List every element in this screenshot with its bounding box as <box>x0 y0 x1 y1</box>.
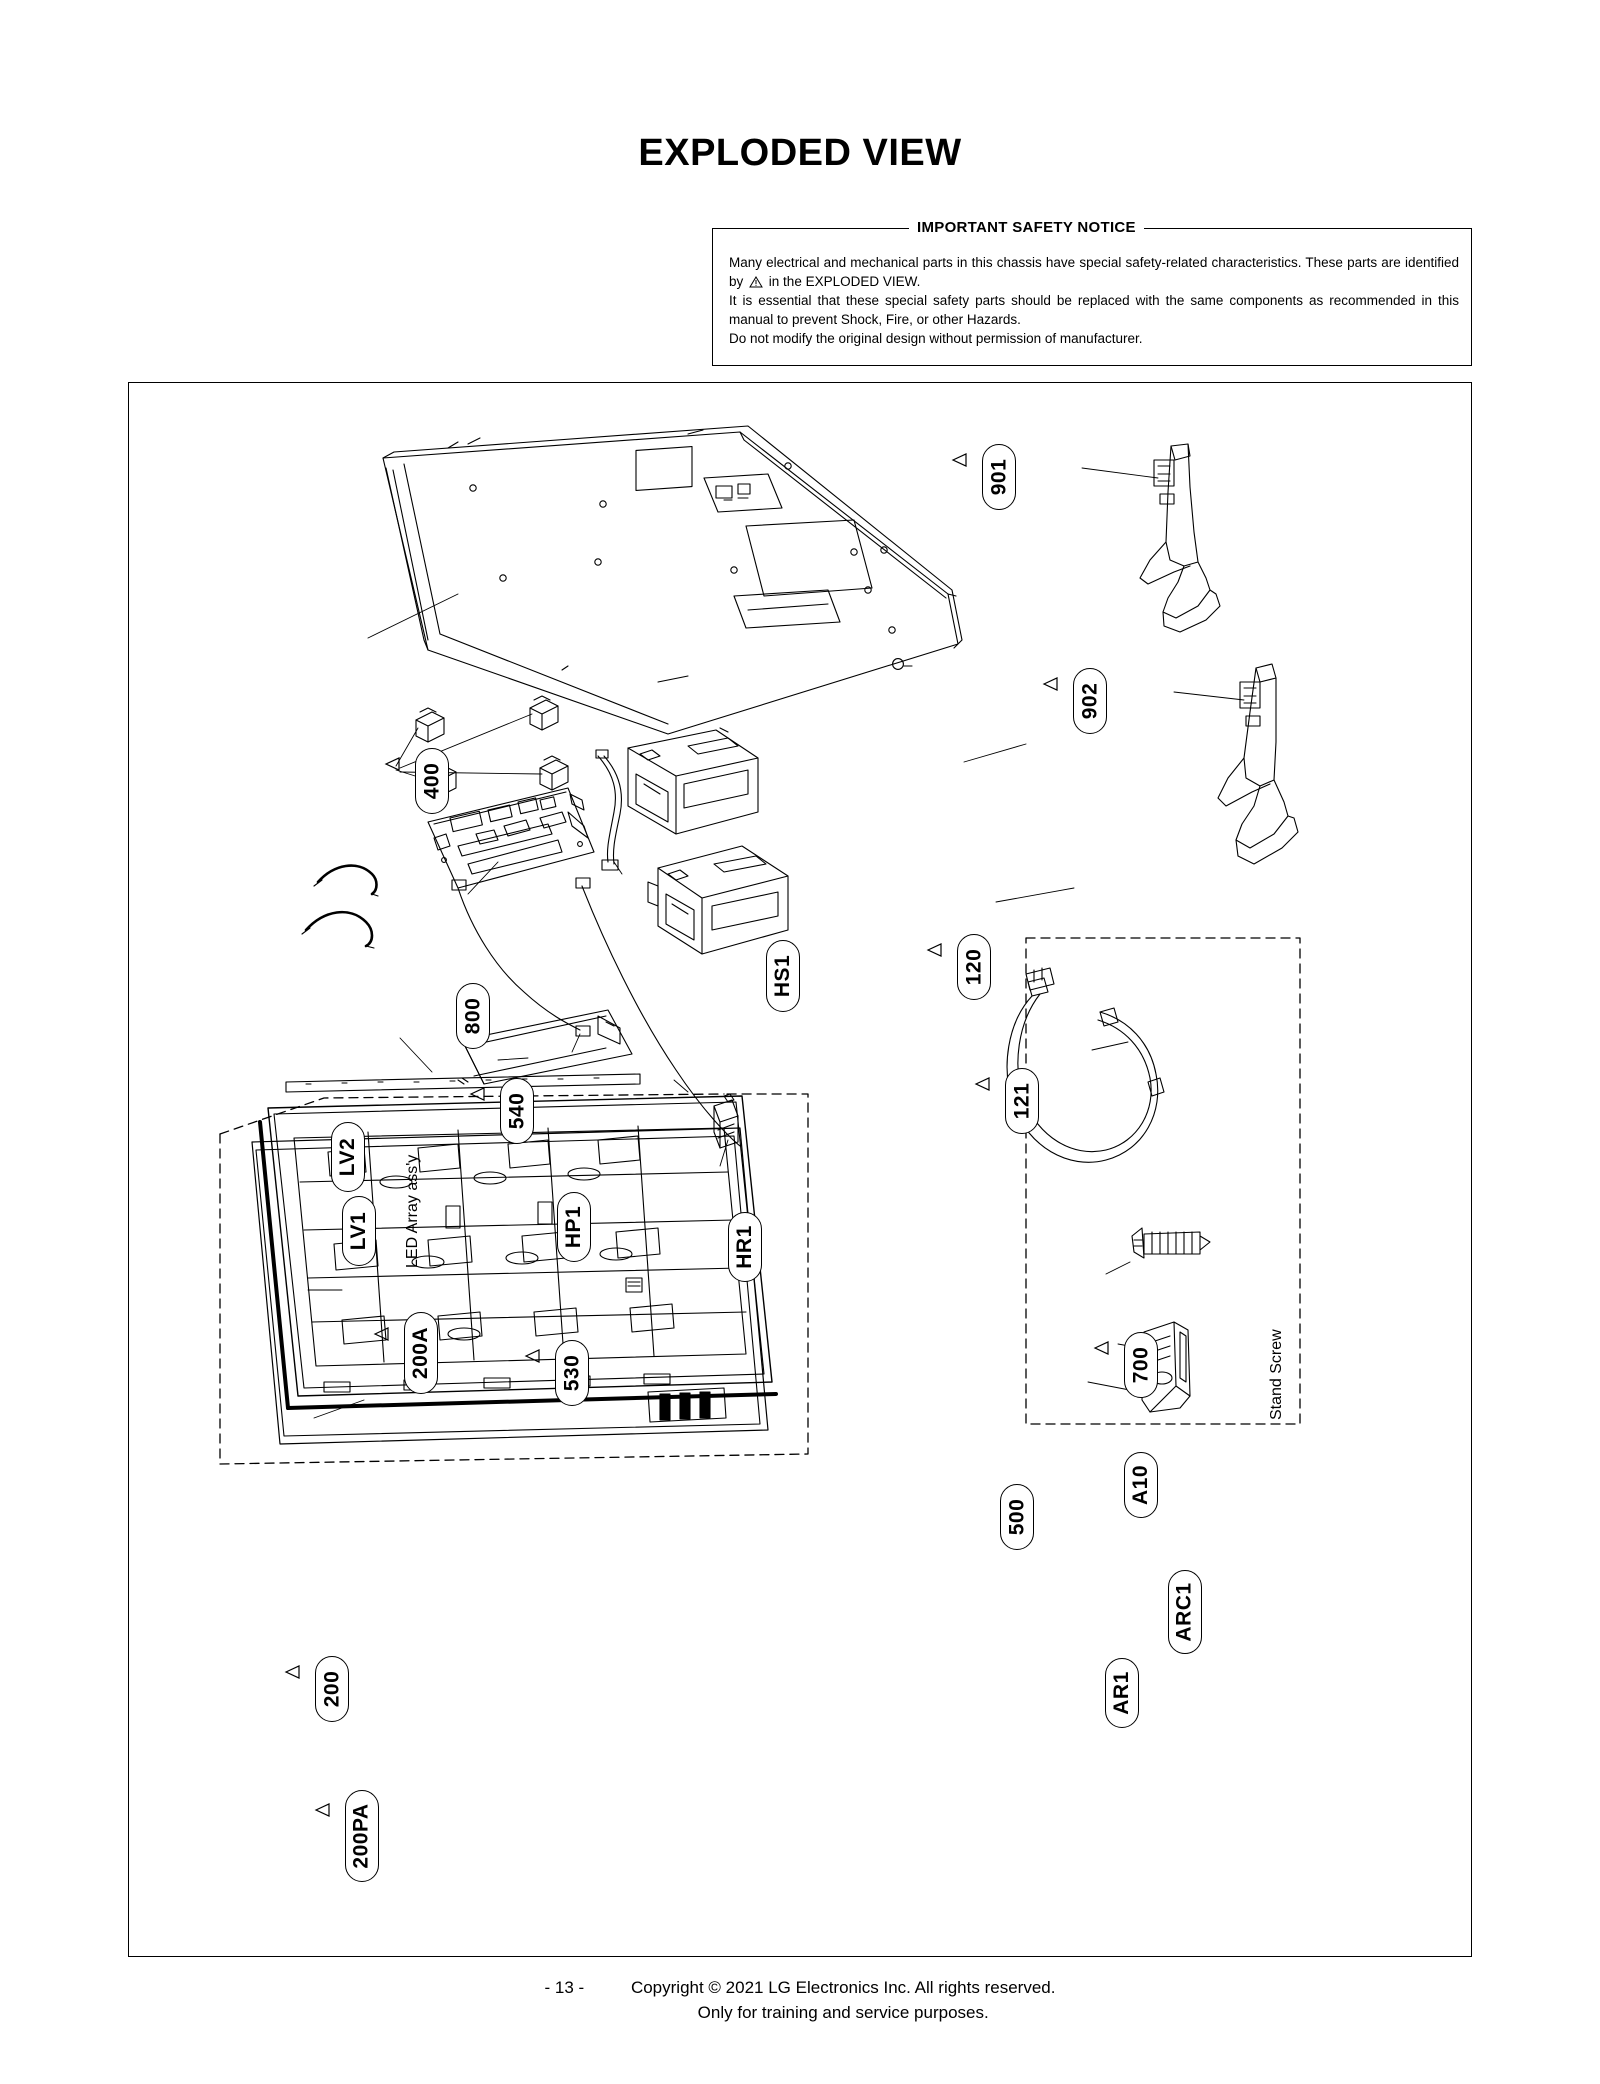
callout-hs1[interactable] <box>766 940 800 1012</box>
callout-540-label: 540 <box>505 1092 529 1130</box>
callout-121[interactable] <box>1005 1068 1039 1134</box>
callout-700-safety-icon <box>1093 1340 1110 1356</box>
safety-paragraph-3: Do not modify the original design without permission of manufacturer. <box>729 331 1143 346</box>
callout-200-safety-icon <box>284 1664 301 1680</box>
callout-902-label: 902 <box>1078 682 1102 720</box>
callout-ar1[interactable] <box>1105 1658 1139 1728</box>
callout-500-label: 500 <box>1005 1498 1029 1536</box>
safety-notice-body <box>729 253 1459 348</box>
callout-700-label: 700 <box>1129 1346 1153 1384</box>
callout-120-label: 120 <box>962 948 986 986</box>
part-540-main-board <box>428 788 594 888</box>
callout-lv2-label: LV2 <box>336 1137 359 1177</box>
safety-paragraph-1-text: Many electrical and mechanical parts in this chassis have special safety-related characteristics. These parts are identified by <box>729 255 1459 289</box>
part-hs1-cable <box>596 750 621 870</box>
callout-120[interactable] <box>957 934 991 1000</box>
callout-200pa-safety-icon <box>314 1802 331 1818</box>
callout-800[interactable] <box>456 983 490 1049</box>
callout-120-safety-icon <box>926 942 943 958</box>
part-901-stand-leg <box>1140 444 1220 632</box>
callout-400[interactable] <box>415 748 449 814</box>
annotation-stand-screw-text: Stand Screw <box>1268 1329 1285 1420</box>
callout-200-label: 200 <box>320 1670 344 1708</box>
callout-arc1-label: ARC1 <box>1173 1582 1196 1642</box>
callout-121-label: 121 <box>1010 1082 1034 1120</box>
callout-hr1-label: HR1 <box>733 1225 757 1269</box>
part-121-speaker <box>648 846 788 954</box>
safety-paragraph-1-cont: in the EXPLODED VIEW. <box>768 274 921 289</box>
copyright-line-1: Copyright © 2021 LG Electronics Inc. All rights reserved. <box>630 1978 1056 1997</box>
callout-901-label: 901 <box>987 458 1011 496</box>
callout-800-label: 800 <box>461 997 485 1035</box>
safety-notice-legend: IMPORTANT SAFETY NOTICE <box>909 219 1144 236</box>
callout-200pa[interactable] <box>345 1790 379 1882</box>
callout-hs1-label: HS1 <box>771 954 795 998</box>
callout-540-safety-icon <box>469 1086 486 1102</box>
callout-902[interactable] <box>1073 668 1107 734</box>
part-lv1-cable <box>302 912 374 948</box>
part-120-speaker <box>628 728 758 834</box>
callout-530-label: 530 <box>560 1354 584 1392</box>
page-number: - 13 - <box>544 1978 585 1997</box>
callout-hp1[interactable] <box>557 1192 591 1262</box>
callout-530-safety-icon <box>524 1348 541 1364</box>
annotation-stand-screw <box>1268 1220 1288 1420</box>
safety-paragraph-1 <box>729 253 1459 291</box>
callout-lv1-label: LV1 <box>347 1211 370 1251</box>
callout-700[interactable] <box>1124 1332 1158 1398</box>
callout-a10[interactable] <box>1124 1452 1158 1518</box>
annotation-led-array-text: LED Array ass'y <box>404 1154 421 1268</box>
part-200a-led-array <box>286 1074 640 1092</box>
copyright-block <box>631 1975 1056 2025</box>
callout-ar1-label: AR1 <box>1110 1671 1134 1715</box>
callout-540[interactable] <box>500 1078 534 1144</box>
callout-a10-label: A10 <box>1129 1464 1152 1506</box>
callout-200pa-label: 200PA <box>350 1803 373 1869</box>
part-a10-stand-screw <box>1132 1228 1210 1258</box>
page-title: EXPLODED VIEW <box>638 132 962 174</box>
callout-lv2[interactable] <box>331 1122 365 1192</box>
callout-200a-safety-icon <box>373 1326 390 1342</box>
part-700-power-cord <box>1007 968 1164 1162</box>
callout-arc1[interactable] <box>1168 1570 1202 1654</box>
safety-paragraph-2: It is essential that these special safety parts should be replaced with the same components as recommended in this manual to prevent Shock, Fire, or other Hazards. <box>729 293 1459 327</box>
callout-901[interactable] <box>982 444 1016 510</box>
callout-200a-label: 200A <box>409 1326 433 1380</box>
part-lv2-cable <box>314 866 378 896</box>
callout-200[interactable] <box>315 1656 349 1722</box>
callout-hr1[interactable] <box>728 1212 762 1282</box>
callout-530[interactable] <box>555 1340 589 1406</box>
callout-121-safety-icon <box>974 1076 991 1092</box>
part-902-stand-leg <box>1218 664 1298 864</box>
annotation-led-array <box>404 1068 424 1268</box>
warning-triangle-icon <box>749 276 763 288</box>
callout-400-label: 400 <box>420 762 444 800</box>
callout-901-safety-icon <box>951 452 968 468</box>
important-safety-notice <box>712 219 1472 366</box>
page-footer <box>0 1975 1600 2025</box>
callout-902-safety-icon <box>1042 676 1059 692</box>
callout-hp1-label: HP1 <box>562 1205 586 1249</box>
callout-200a[interactable] <box>404 1312 438 1394</box>
callout-500[interactable] <box>1000 1484 1034 1550</box>
part-400-back-cover <box>383 426 962 734</box>
copyright-line-2: Only for training and service purposes. <box>697 2003 989 2022</box>
callout-lv1[interactable] <box>342 1196 376 1266</box>
callout-400-safety-icon <box>384 756 401 772</box>
